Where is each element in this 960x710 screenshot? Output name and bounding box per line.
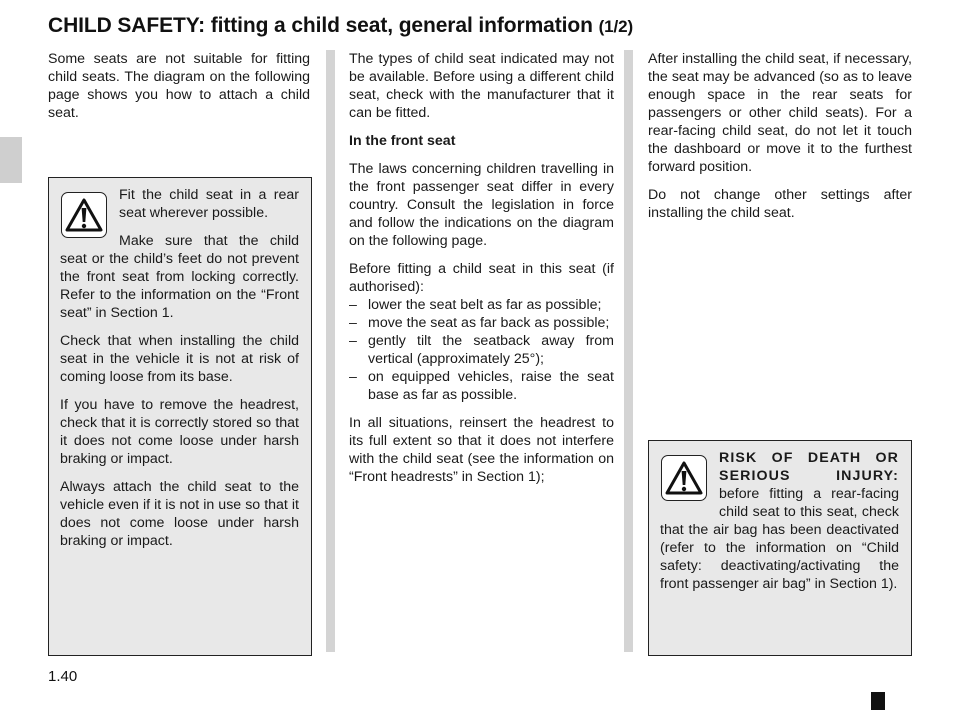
- list-dash: –: [349, 333, 357, 349]
- list-item-text: on equipped vehicles, raise the seat base as far as possible.: [368, 369, 614, 403]
- warning-triangle-icon: [61, 192, 107, 238]
- list-dash: –: [349, 315, 357, 331]
- corner-mark: [871, 692, 885, 710]
- list-item-text: lower the seat belt as far as possible;: [368, 297, 602, 313]
- list-item: [349, 296, 614, 314]
- column-2-intro: The types of child seat indicated may not be available. Before using a different child seat, check with the manufacturer that it can be fitted.: [349, 51, 614, 121]
- after-installing-paragraph: After installing the child seat, if necessary, the seat may be advanced (so as to leave enough space in the rear seats for passengers or other child seats). For a rear-facing child seat, do not let it touch the dashboard or move it to the furthest forward position.: [648, 51, 912, 175]
- column-2: [349, 50, 614, 496]
- warning-1-paragraph: Make sure that the child seat or the child’s feet do not prevent the front seat from locking correctly. Refer to the information on the “Front seat” in Section 1.: [60, 233, 299, 321]
- page-title-part: (1/2): [598, 17, 634, 36]
- column-1: [48, 50, 310, 132]
- page-title: [48, 14, 633, 38]
- warning-1-paragraph: Fit the child seat in a rear seat wherever possible.: [119, 187, 299, 221]
- page-title-text: CHILD SAFETY: fitting a child seat, general information: [48, 14, 593, 37]
- page-number: 1.40: [48, 668, 78, 685]
- risk-of-death-label: RISK OF DEATH OR SERIOUS INJURY:: [719, 450, 899, 484]
- warning-box-airbag: [648, 440, 912, 656]
- laws-paragraph: The laws concerning children travelling in the front passenger seat differ in every country. Consult the legislation in force and follow the indications on the diagram on the following page.: [349, 161, 614, 249]
- airbag-warning-body: before fitting a rear-facing child seat to this seat, check that the air bag has been deactivated (refer to the information on “Child safety: deactivating/activating the front passenger air bag” in Section 1).: [660, 486, 899, 592]
- warning-triangle-icon: [661, 455, 707, 501]
- section-tab-marker: [0, 137, 22, 183]
- warning-1-paragraph: If you have to remove the headrest, check that it is correctly stored so that it does not come loose under harsh braking or impact.: [60, 397, 299, 467]
- closing-paragraph: In all situations, reinsert the headrest to its full extent so that it does not interfere with the child seat (see the information on “Front headrests” in Section 1);: [349, 415, 614, 485]
- settings-paragraph: Do not change other settings after installing the child seat.: [648, 187, 912, 221]
- list-item-text: move the seat as far back as possible;: [368, 315, 610, 331]
- column-1-intro: Some seats are not suitable for fitting child seats. The diagram on the following page shows you how to attach a child seat.: [48, 51, 310, 121]
- list-dash: –: [349, 369, 357, 385]
- list-item: [349, 314, 614, 332]
- warning-box-child-seat: [48, 177, 312, 656]
- column-divider: [326, 50, 335, 652]
- list-item: [349, 332, 614, 368]
- front-seat-heading: In the front seat: [349, 133, 456, 149]
- warning-1-paragraph: Always attach the child seat to the vehicle even if it is not in use so that it does not come loose under harsh braking or impact.: [60, 479, 299, 549]
- warning-1-paragraph: Check that when installing the child seat in the vehicle it is not at risk of coming loose from its base.: [60, 333, 299, 385]
- fitting-steps-list: [349, 296, 614, 404]
- list-item-text: gently tilt the seatback away from vertical (approximately 25°);: [368, 333, 614, 367]
- list-item: [349, 368, 614, 404]
- column-3: [648, 50, 912, 232]
- before-fitting-paragraph: Before fitting a child seat in this seat (if authorised):: [349, 261, 614, 295]
- column-divider: [624, 50, 633, 652]
- list-dash: –: [349, 297, 357, 313]
